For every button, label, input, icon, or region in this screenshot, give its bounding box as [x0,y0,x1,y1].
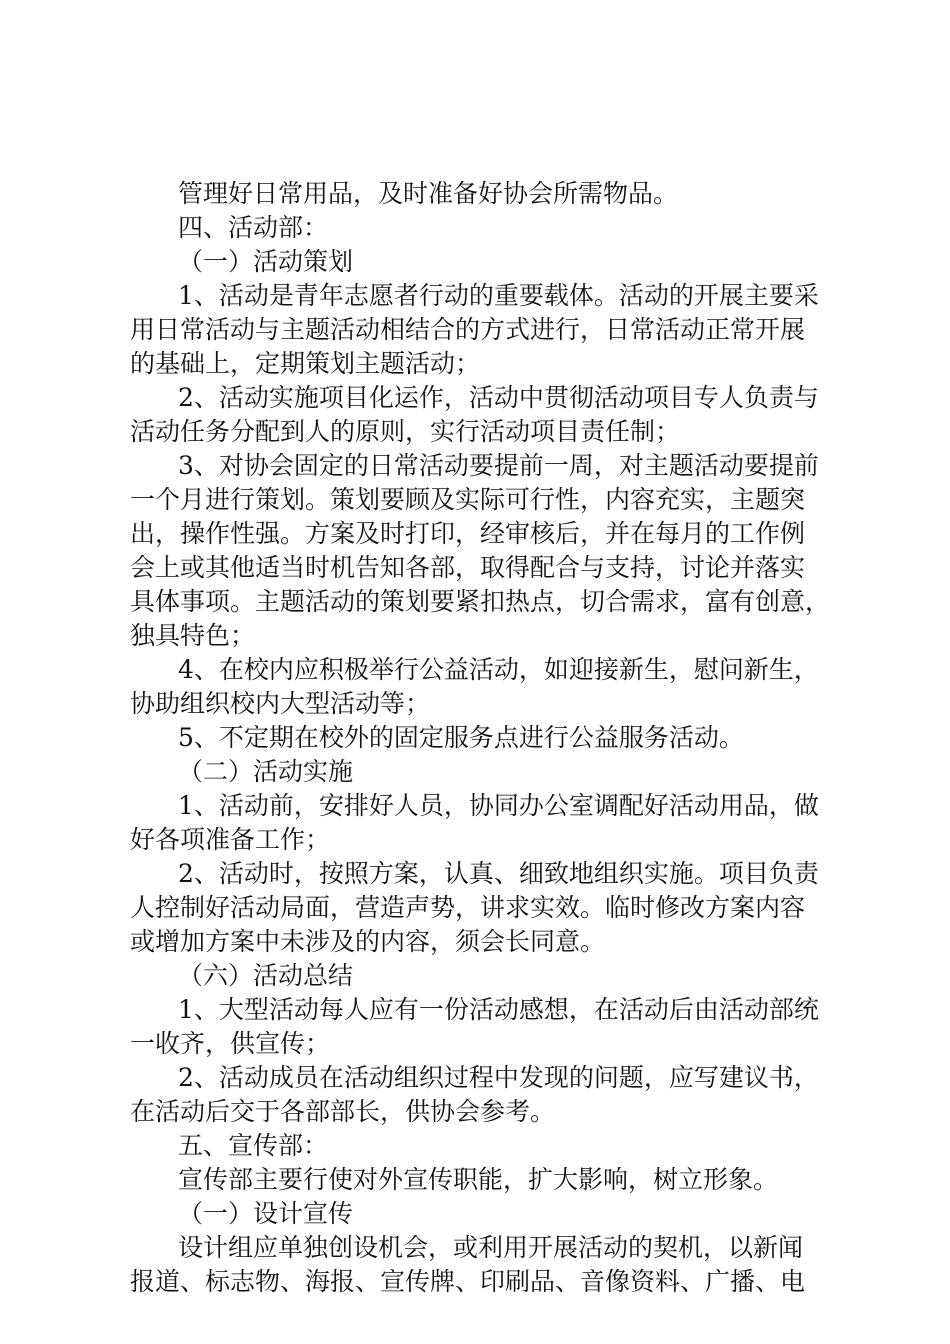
text-line: 出，操作性强。方案及时打印，经审核后，并在每月的工作例 [130,519,806,548]
text-line: 一收齐，供宣传； [130,1029,331,1058]
subsection-heading: （六）活动总结 [178,961,354,990]
text-line: 1、活动是青年志愿者行动的重要载体。活动的开展主要采 [178,281,819,310]
text-line: 2、活动时，按照方案，认真、细致地组织实施。项目负责 [178,859,819,888]
text-line: 一个月进行策划。策划要顾及实际可行性，内容充实，主题突 [130,485,806,514]
text-line: 的基础上，定期策划主题活动； [130,349,481,378]
text-line: 报道、标志物、海报、宣传牌、印刷品、音像资料、广播、电 [130,1267,806,1296]
section-heading: 五、宣传部： [178,1131,329,1160]
text-line: 或增加方案中未涉及的内容，须会长同意。 [130,927,606,956]
text-line: 1、大型活动每人应有一份活动感想，在活动后由活动部统 [178,995,819,1024]
text-line: 宣传部主要行使对外宣传职能，扩大影响，树立形象。 [178,1165,779,1194]
text-line: 2、活动成员在活动组织过程中发现的问题，应写建议书， [178,1063,819,1092]
text-line: 具体事项。主题活动的策划要紧扣热点，切合需求，富有创意， [130,587,831,616]
text-line: 5、不定期在校外的固定服务点进行公益服务活动。 [178,723,744,752]
section-heading: 四、活动部： [178,213,329,242]
text-line: 设计组应单独创设机会，或利用开展活动的契机，以新闻 [178,1233,804,1262]
text-line: 协助组织校内大型活动等； [130,689,431,718]
text-line: 会上或其他适当时机告知各部，取得配合与支持，讨论并落实 [130,553,806,582]
text-line: 1、活动前，安排好人员，协同办公室调配好活动用品，做 [178,791,819,820]
subsection-heading: （一）设计宣传 [178,1199,354,1228]
text-line: 管理好日常用品，及时准备好协会所需物品。 [178,179,679,208]
subsection-heading: （一）活动策划 [178,247,354,276]
text-line: 独具特色； [130,621,256,650]
text-line: 在活动后交于各部部长，供协会参考。 [130,1097,556,1126]
text-line: 好各项准备工作； [130,825,331,854]
text-line: 4、在校内应积极举行公益活动，如迎接新生，慰问新生， [178,655,819,684]
subsection-heading: （二）活动实施 [178,757,354,786]
text-line: 3、对协会固定的日常活动要提前一周，对主题活动要提前 [178,451,819,480]
text-line: 活动任务分配到人的原则，实行活动项目责任制； [130,417,681,446]
text-line: 人控制好活动局面，营造声势，讲求实效。临时修改方案内容 [130,893,806,922]
text-line: 用日常活动与主题活动相结合的方式进行，日常活动正常开展 [130,315,806,344]
text-line: 2、活动实施项目化运作，活动中贯彻活动项目专人负责与 [178,383,819,412]
